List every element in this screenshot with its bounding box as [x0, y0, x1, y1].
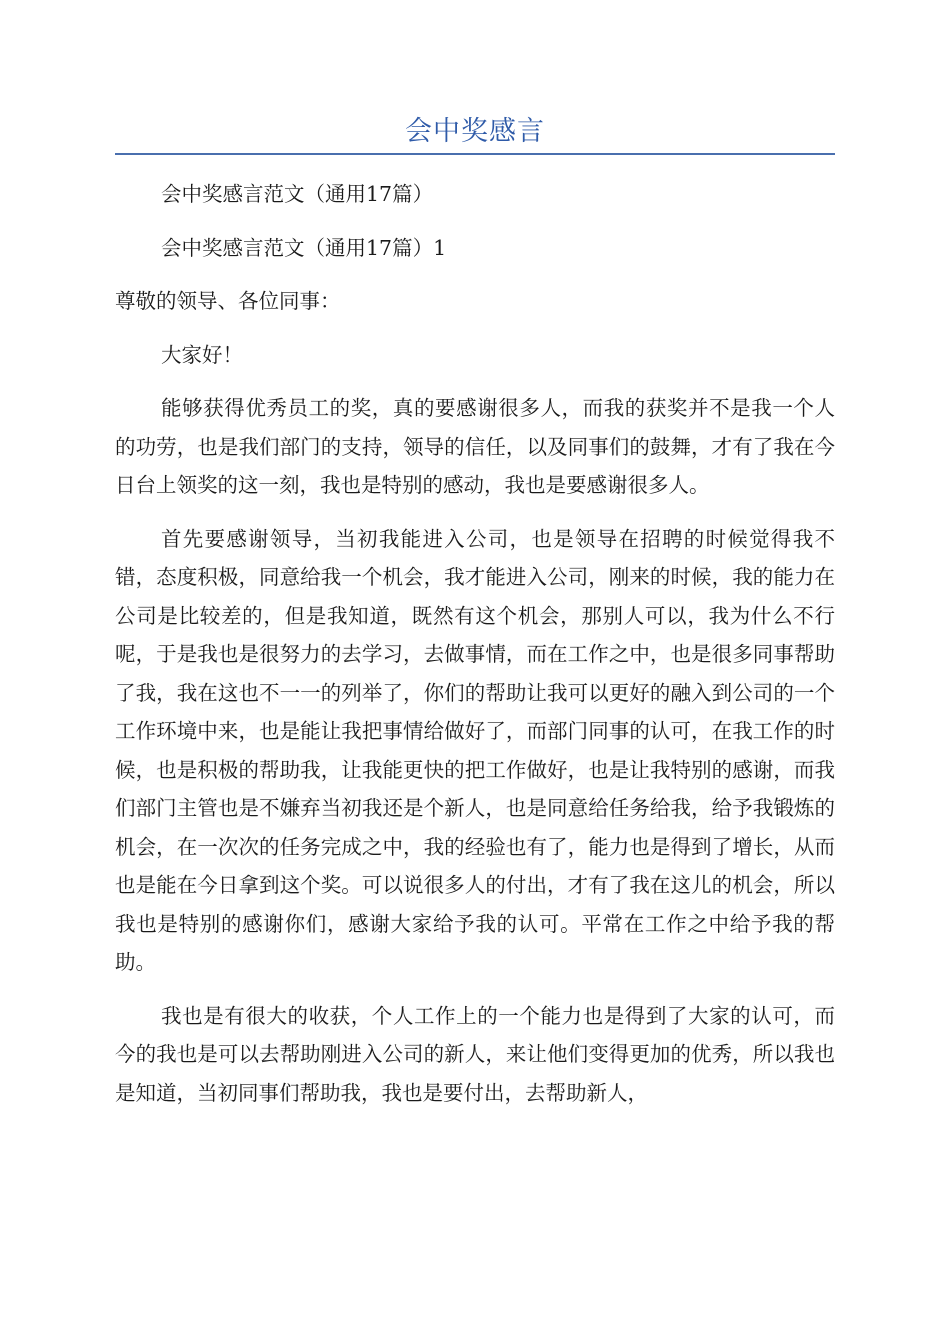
section-heading: 会中奖感言范文（通用17篇）1	[161, 235, 447, 260]
subtitle-paragraph: 会中奖感言范文（通用17篇）	[161, 182, 434, 206]
body-paragraph: 能够获得优秀员工的奖，真的要感谢很多人，而我的获奖并不是我一个人的功劳，也是我们部门的支持，领导的信任，以及同事们的鼓舞，才有了我在今日台上领奖的这一刻，我也是特别的感动，我也是要感谢很多人。	[115, 396, 835, 497]
document-body	[115, 175, 835, 1112]
greeting: 大家好！	[161, 342, 243, 367]
salutation: 尊敬的领导、各位同事：	[115, 289, 341, 313]
document-title: 会中奖感言	[405, 116, 545, 147]
body-paragraph: 我也是有很大的收获，个人工作上的一个能力也是得到了大家的认可，而今的我也是可以去帮助刚进入公司的新人，来让他们变得更加的优秀，所以我也是知道，当初同事们帮助我，我也是要付出，去帮助新人，	[115, 1003, 835, 1105]
title-underline	[115, 153, 835, 155]
body-paragraph: 首先要感谢领导，当初我能进入公司，也是领导在招聘的时候觉得我不错，态度积极，同意给我一个机会，我才能进入公司，刚来的时候，我的能力在公司是比较差的，但是我知道，既然有这个机会，那别人可以，我为什么不行呢，于是我也是很努力的去学习，去做事情，而在工作之中，也是很多同事帮助了我，我在这也不一一的列举了，你们的帮助让我可以更好的融入到公司的一个工作环境中来，也是能让我把事情给做好了，而部门同事的认可，在我工作的时候，也是积极的帮助我，让我能更快的把工作做好，也是让我特别的感谢，而我们部门主管也是不嫌弃当初我还是个新人，也是同意给任务给我，给予我锻炼的机会，在一次次的任务完成之中，我的经验也有了，能力也是得到了增长，从而也是能在今日拿到这个奖。可以说很多人的付出，才有了我在这儿的机会，所以我也是特别的感谢你们，感谢大家给予我的认可。平常在工作之中给予我的帮助。	[115, 526, 835, 974]
